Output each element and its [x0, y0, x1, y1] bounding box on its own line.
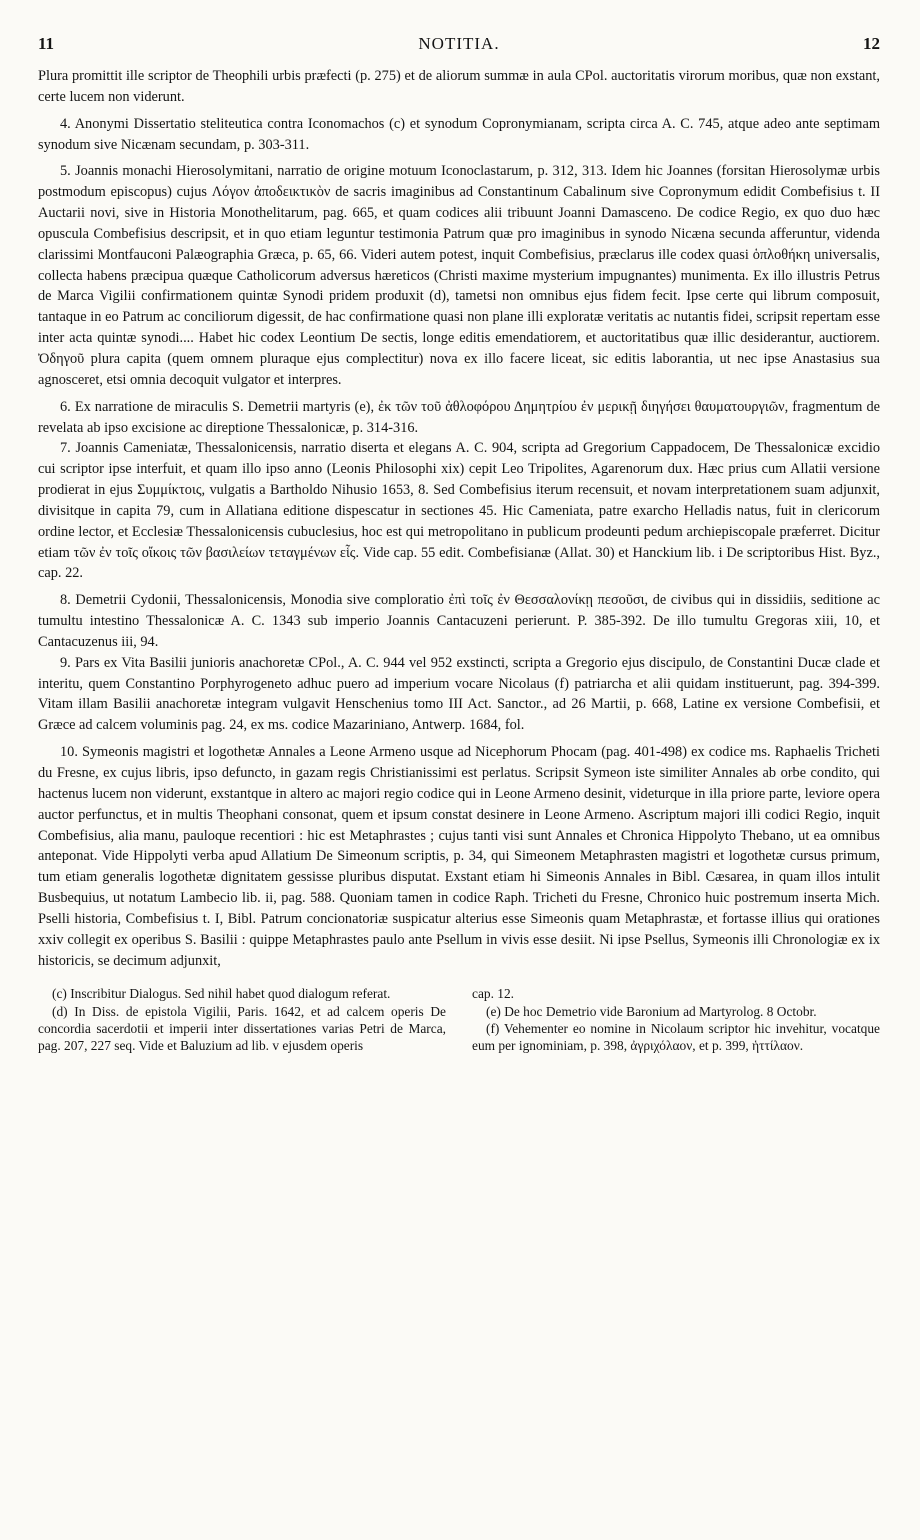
running-title: NOTITIA.	[418, 34, 500, 53]
footnote-d-continued: cap. 12.	[472, 986, 515, 1002]
footnotes-left-column	[38, 985, 446, 1054]
page-number-right: 12	[863, 34, 880, 53]
paragraph-item-4: 4. Anonymi Dissertatio steliteutica contra Iconomachos (c) et synodum Copronymianam, scripta circa A. C. 745, atque adeo ante septimam synodum sive Nicænam secundam, p. 303-311.	[38, 115, 880, 153]
paragraph-item-8: 8. Demetrii Cydonii, Thessalonicensis, Monodia sive comploratio ἐπὶ τοῖς ἐν Θεσσαλονίκῃ πεσοῦσι, de civibus qui in dissidiis, seditione ac tumultu intestino Thessalonicæ A. C. 1343 sub imperio Joannis Cantacuzeni perierunt. P. 385-392. De illo tumultu Gregoras xiii, 10, et Cantacuzenus iii, 94.	[38, 592, 880, 650]
footnotes	[38, 985, 880, 1054]
paragraph-item-10: 10. Symeonis magistri et logothetæ Annales a Leone Armeno usque ad Nicephorum Phocam (pag. 401-498) ex codice ms. Raphaelis Tricheti du Fresne, ex cujus libris, ipso defuncto, in gazam regis Christianissimi est perlatus. Scripsit Symeon iste similiter Annales ab orbe condito, qui hactenus lucem non viderunt, exstantque in altero ac majori regio codice qui in Leone Armeno desinit, videturque in illa priore parte, leviore opera auctor perfunctus, et in multis Theophani consonat, quem et ipsum constat desinere in Leone Armeno. Ascriptum majori illi codici Regio, inquit Combefisius, alia manu, pauloque recentiori : hic est Metaphrastes ; cujus tanti visi sunt Annales et Chronica Hippolyto Thebano, ut ea omnibus anteponat. Vide Hippolyti verba apud Allatium De Simeonum scriptis, p. 34, qui Simeonem Metaphrasten magistri et logothetæ cursus primum, tum etiam generalis logothetæ dignitatem gessisse pluribus disputat. Exstant etiam hi Simeonis Annales in Bibl. Cæsarea, in quam illos intulit Busbequius, ut notatum Lambecio lib. ii, pag. 588. Quoniam tamen in codice Raph. Tricheti du Fresne, Chronico huic postremum inserta Mich. Pselli historia, Combefisius t. I, Bibl. Patrum concionatoriæ suspicatur alterius esse Simeonis quam Metaphrastæ, et fortasse illius qui orationes xxiv collegit ex operibus S. Basilii : quippe Metaphrastes paulo ante Psellum in vivis esse desiit. Ni ipse Psellus, Symeonis illi Chronologiæ ex ix historicis, se decimum adjunxit,	[38, 744, 880, 969]
footnote-d: (d) In Diss. de epistola Vigilii, Paris. 1642, et ad calcem operis De concordia sacerdotii et imperii inter dissertationes varias Petri de Marca, pag. 207, 227 seq. Vide et Baluzium ad lib. v ejusdem operis	[38, 1003, 446, 1054]
paragraph-item-9: 9. Pars ex Vita Basilii junioris anachoretæ CPol., A. C. 944 vel 952 exstincti, scripta a Gregorio ejus discipulo, de Constantini Ducæ clade et interitu, quem Constantino Porphyrogeneto adhuc puero ad imperium vocare Nicolaus (f) patriarcha et alii quidam instituerunt, pag. 394-399. Vitam illam Basilii anachoretæ integram vulgavit Henschenius tomo III Act. Sanctor., ad 26 Martii, p. 668, Latine ex versione Combefisii, et Græce ad calcem voluminis pag. 24, ex ms. codice Mazariniano, Antwerp. 1684, fol.	[38, 654, 880, 734]
paragraph-intro: Plura promittit ille scriptor de Theophili urbis præfecti (p. 275) et de aliorum summæ in aula CPol. auctoritatis virorum moribus, quæ non exstant, certe lucem non viderunt.	[38, 68, 880, 105]
footnote-c: (c) Inscribitur Dialogus. Sed nihil habet quod dialogum referat.	[52, 986, 391, 1002]
footnote-e: (e) De hoc Demetrio vide Baronium ad Martyrolog. 8 Octobr.	[486, 1003, 817, 1019]
paragraph-item-7: 7. Joannis Cameniatæ, Thessalonicensis, narratio diserta et elegans A. C. 904, scripta ad Gregorium Cappadocem, De Thessalonicæ excidio cui scriptor ipse interfuit, et quam illo ipso anno (Leonis Philosophi xix) cepit Leo Tripolites, Agarenorum dux. Hæc prius cum Allatii versione prodierat in ejus Συμμίκτοις, vulgatis a Bartholdo Nihusio 1653, 8. Sed Combefisius iterum recensuit, et novam interpretationem suam adjunxit, divisitque in capita 79, cum in Allatiana editione dispescatur in sectiones 45. Hic Cameniata, patre exarcho Helladis natus, fuit in clericorum ordine lector, et Ecclesiæ Thessalonicensis cubuclesius, hoc est qui metropolitano in publicum prodeunti pedum archiepiscopale præferret. Dicitur etiam τῶν ἐν τοῖς οἴκοις τῶν βασιλείων τεταγμένων εἷς. Vide cap. 55 edit. Combefisianæ (Allat. 30) et Hanckium lib. i De scriptoribus Hist. Byz., cap. 22.	[38, 440, 880, 582]
main-text	[38, 66, 880, 971]
page-number-left: 11	[38, 34, 55, 53]
footnotes-right-column	[472, 985, 880, 1054]
paragraph-item-6: 6. Ex narratione de miraculis S. Demetrii martyris (e), ἐκ τῶν τοῦ ἀθλοφόρου Δημητρίου ἐν μερικῇ διηγήσει θαυματουργιῶν, fragmentum de revelata ab ipso excisione ac direptione Thessalonicæ, p. 314-316.	[38, 398, 880, 436]
paragraph-item-5: 5. Joannis monachi Hierosolymitani, narratio de origine motuum Iconoclastarum, p. 312, 313. Idem hic Joannes (forsitan Hierosolymæ urbis postmodum episcopus) cujus Λόγον ἀποδεικτικὸν de sacris imaginibus ad Constantinum Cabalinum sive Copronymum edidit Combefisius t. II Auctarii novi, sive in Historia Monothelitarum, pag. 665, et quam codices alii tribuunt Joanni Damasceno. De codice Regio, ex quo duo hæc opuscula Combefisius descripsit, et in quo etiam leguntur testimonia Patrum quæ pro imaginibus in synodo Nicæna secunda afferuntur, videnda clarissimi Montfauconi Palæographia Græca, p. 65, 66. Videri autem potest, inquit Combefisius, præclarus ille codex quasi ὁπλοθήκη universalis, collecta habens præcipua quæque Catholicorum adversus hæreticos (Christi maxime mysterium impugnantes) munimenta. Ex illo illustris Petrus de Marca Vigilii confirmationem quintæ Synodi pridem produxit (d), tametsi non omnibus ejus fidem fecit. Ipse certe qui librum composuit, tantaque in eo Patrum ac conciliorum digessit, de hac confirmatione quasi non plane illi exploratæ veritatis ac nutantis fidei, scripsit repertam esse inter acta quintæ synodi.... Habet hic codex Leontium De sectis, longe editis emendatiorem, et auctoritatibus quæ illic desiderantur, auctiorem. Ὀδηγοῦ plura capita (quem omnem pluraque ejus complectitur) nova ex illo facere liceat, sic editis laborantia, ut nec ipse Anastasius sua agnosceret, etsi omnia decoquit vulgator et interpres.	[38, 163, 880, 388]
running-header	[38, 34, 880, 66]
footnote-f: (f) Vehementer eo nomine in Nicolaum scriptor hic invehitur, vocatque eum per ignominiam, p. 398, ἀγριχόλαον, et p. 399, ἡττίλαον.	[472, 1020, 880, 1054]
